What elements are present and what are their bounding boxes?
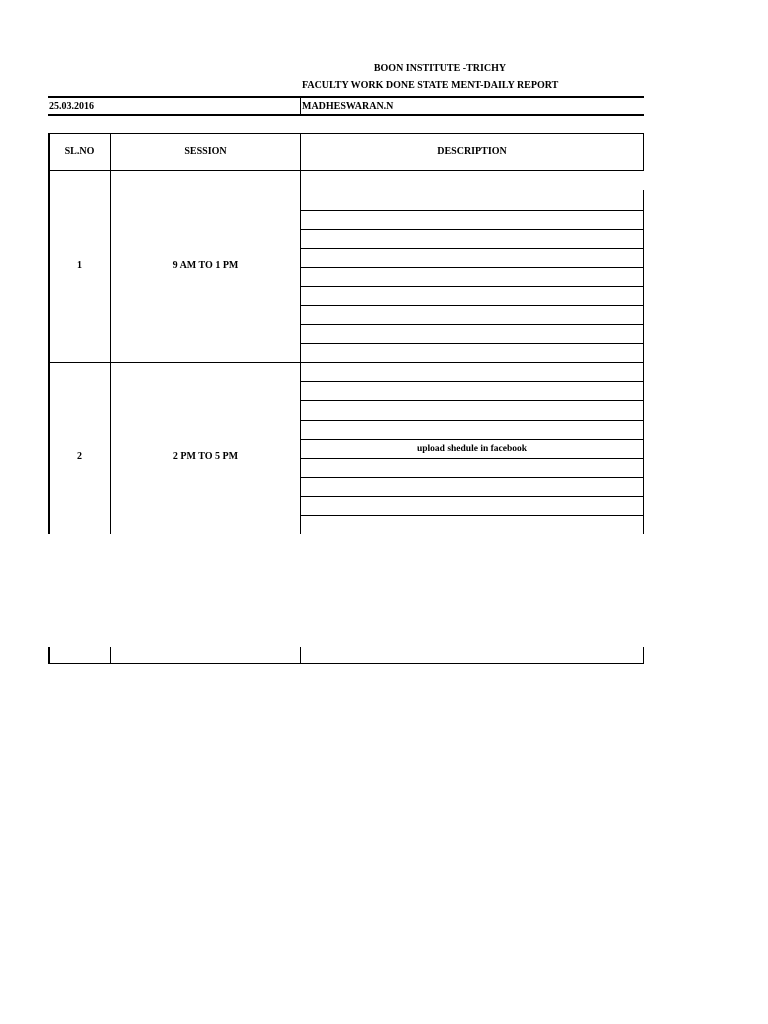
institute-title: BOON INSTITUTE -TRICHY: [373, 63, 507, 74]
description-line: [300, 343, 644, 344]
row-1-session: 9 AM TO 1 PM: [172, 260, 239, 271]
description-line: [300, 381, 644, 382]
description-line: [300, 286, 644, 287]
column-divider-session: [300, 133, 301, 534]
description-line: [300, 515, 644, 516]
table-right-border-continued: [643, 647, 644, 664]
row-separator: [48, 362, 644, 363]
table-header-bottom-border: [48, 170, 644, 171]
description-line: [300, 420, 644, 421]
header-bar-bottom-border: [48, 114, 644, 116]
row-2-slno: 2: [77, 451, 82, 462]
row-1-slno: 1: [77, 260, 82, 271]
description-line: [300, 496, 644, 497]
column-divider-slno: [110, 133, 111, 534]
table-bottom-border: [48, 663, 644, 664]
description-line: [300, 439, 644, 440]
description-line: [300, 458, 644, 459]
column-divider-session-continued: [300, 647, 301, 664]
row-2-session: 2 PM TO 5 PM: [172, 451, 239, 462]
description-line: [300, 477, 644, 478]
column-divider-slno-continued: [110, 647, 111, 664]
column-header-description: DESCRIPTION: [437, 146, 507, 157]
description-line: [300, 248, 644, 249]
table-left-border-continued: [48, 647, 50, 664]
report-title: FACULTY WORK DONE STATE MENT-DAILY REPORT: [302, 80, 559, 91]
header-bar-divider: [300, 97, 301, 114]
header-bar-top-border: [48, 96, 644, 98]
table-left-border: [48, 133, 50, 534]
description-line: [300, 229, 644, 230]
description-line: [300, 210, 644, 211]
table-right-border-header: [643, 133, 644, 170]
column-header-session: SESSION: [184, 146, 227, 157]
report-date: 25.03.2016: [49, 101, 94, 112]
description-line: [300, 400, 644, 401]
description-line: [300, 324, 644, 325]
row-2-description-entry: upload shedule in facebook: [416, 444, 528, 454]
description-line: [300, 305, 644, 306]
description-line: [300, 267, 644, 268]
faculty-name: MADHESWARAN.N: [302, 101, 394, 112]
table-top-border: [48, 133, 644, 134]
column-header-slno: SL.NO: [64, 146, 95, 157]
